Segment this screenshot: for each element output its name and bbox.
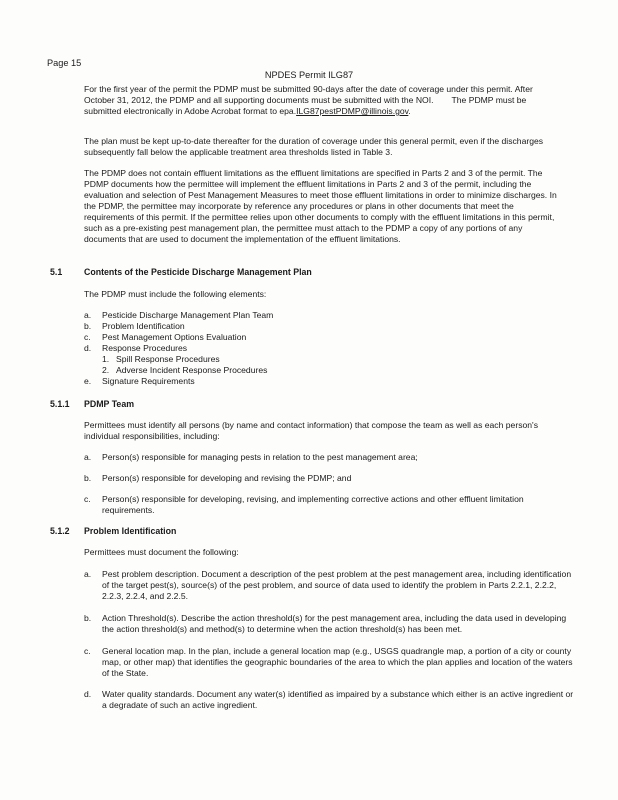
list-item: c. Person(s) responsible for developing, revising, and implementing corrective actions and other effluent limitation requirements. (84, 494, 524, 515)
section-5-1-1-intro: Permittees must identify all persons (by name and contact information) that compose the team as well as each person's individual responsibilities, including: (84, 420, 538, 441)
list-item: b. Problem Identification (84, 321, 185, 331)
list-item: b. Person(s) responsible for developing and revising the PDMP; and (84, 473, 352, 483)
list-item: c. General location map. In the plan, include a general location map (e.g., USGS quadrangle map, a portion of a city or county map, or other map) that identifies the geographic boundaries of the area to which the plan applies and location of the waters of the State. (84, 646, 573, 678)
section-5-1-number: 5.1 (50, 267, 63, 277)
list-item: e. Signature Requirements (84, 376, 195, 386)
list-item: d. Response Procedures (84, 343, 188, 353)
intro-paragraph-3: The PDMP does not contain effluent limitations as the effluent limitations are specified in Parts 2 and 3 of the permit. The PDMP documents how the permittee will implement the effluent limitations in Parts 2 and 3 of the permit, including the evaluation and selection of Pest Management Measures to meet those effluent limitations in order to minimize discharges. In the PDMP, the permittee may incorporate by reference any procedures or plans in other documents that meet the requirements of this permit. If the permittee relies upon other documents to comply with the effluent limitations in this permit, such as a pre-existing pest management plan, the permittee must attach to the PDMP a copy of any portions of any documents that are used to document the implementation of the effluent limitations. (84, 168, 557, 244)
section-5-1-title: Contents of the Pesticide Discharge Management Plan (84, 267, 312, 277)
pdmp-email-link[interactable]: ILG87pestPDMP@illinois.gov (296, 106, 409, 116)
section-5-1-intro: The PDMP must include the following elements: (84, 289, 267, 299)
page-number: Page 15 (47, 58, 82, 68)
list-item: a. Pesticide Discharge Management Plan Team (84, 310, 274, 320)
intro-p1-b: The PDMP must be submitted electronically in Adobe Acrobat format to epa. (84, 95, 527, 116)
intro-paragraph-2: The plan must be kept up-to-date thereafter for the duration of coverage under this general permit, even if the discharges subsequently fall below the applicable treatment area thresholds listed in Table 3. (84, 136, 544, 157)
section-5-1-1-title: PDMP Team (84, 399, 135, 409)
list-subitem: 1. Spill Response Procedures (102, 354, 220, 364)
section-5-1-1-number: 5.1.1 (50, 399, 70, 409)
list-item: a. Pest problem description. Document a description of the pest problem at the pest management area, including identification of the target pest(s), source(s) of the pest problem, and source of data used to identify the problem in Parts 2.2.1, 2.2.2, 2.2.3, 2.2.4, and 2.2.5. (84, 569, 572, 601)
permit-title: NPDES Permit ILG87 (264, 70, 354, 80)
list-item: a. Person(s) responsible for managing pests in relation to the pest management area; (84, 452, 418, 462)
intro-p1-end: . (408, 106, 411, 116)
list-item: b. Action Threshold(s). Describe the action threshold(s) for the pest management area, including the data used in developing the action threshold(s) and method(s) to determine when the action threshold(s) has been met. (84, 613, 567, 634)
section-5-1-2-title: Problem Identification (84, 526, 177, 536)
intro-p1-a: For the first year of the permit the PDMP must be submitted 90-days after the date of coverage under this permit. After October 31, 2012, the PDMP and all supporting documents must be submitted with the NOI. (84, 84, 533, 105)
list-item: d. Water quality standards. Document any water(s) identified as impaired by a substance which either is an active ingredient or a degradate of such an active ingredient. (84, 689, 574, 710)
list-subitem: 2. Adverse Incident Response Procedures (102, 365, 268, 375)
intro-paragraph-1 (84, 84, 564, 117)
section-5-1-2-intro: Permittees must document the following: (84, 547, 239, 557)
section-5-1-2-number: 5.1.2 (50, 526, 70, 536)
list-item: c. Pest Management Options Evaluation (84, 332, 247, 342)
